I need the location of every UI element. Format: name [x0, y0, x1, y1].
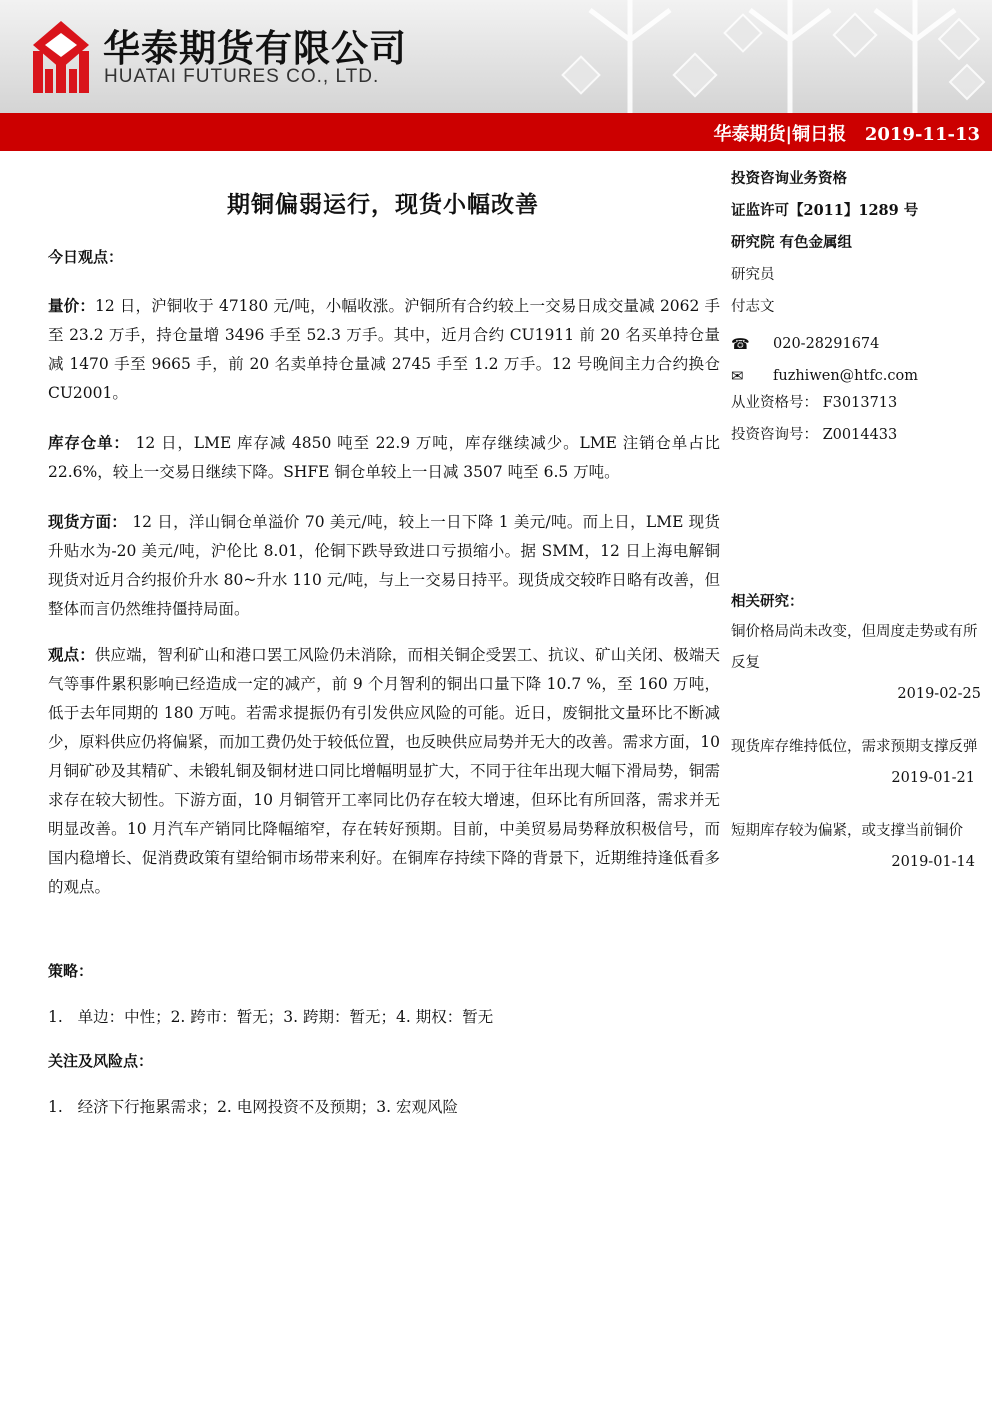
related-title: 现货库存维持低位，需求预期支撑反弹 [731, 739, 978, 755]
phone-number: 020-28291674 [773, 336, 880, 352]
section-view [48, 640, 720, 902]
company-logo-icon [33, 21, 89, 93]
phone-row [731, 328, 983, 360]
section-text: 12 日，LME 库存减 4850 吨至 22.9 万吨，库存继续减少。LME 注销仓单占比 22.6%，较上一交易日继续下降。SHFE 铜仓单较上一日减 3507 吨至 6.5 万吨。 [48, 434, 720, 481]
risk-heading: 关注及风险点： [48, 1052, 154, 1070]
related-item[interactable] [731, 617, 983, 710]
license-number: 证监许可【2011】1289 号 [731, 202, 919, 219]
related-date: 2019-01-21 [891, 770, 975, 786]
section-text: 12 日，洋山铜仓单溢价 70 美元/吨，较上一日下降 1 美元/吨。而上日，LME 现货升贴水为-20 美元/吨，沪伦比 8.01，伦铜下跌导致进口亏损缩小。据 SMM，12 日上海电解铜现货对近月合约报价升水 80~升水 110 元/吨，与上一交易日持平。现货成交较昨日略有改善，但整体而言仍然维持僵持局面。 [48, 513, 720, 618]
section-text: 12 日，沪铜收于 47180 元/吨，小幅收涨。沪铜所有合约较上一交易日成交量减 2062 手至 23.2 万手，持仓量增 3496 手至 52.3 万手。其中，近月合约 CU1911 前 20 名买单持仓量减 1470 手至 9665 手，前 20 名卖单持仓量减 2745 手至 1.2 万手。12 号晚间主力合约换仓 CU2001。 [48, 297, 720, 402]
view-heading: 今日观点： [48, 248, 124, 266]
certification-number: 从业资格号： F3013713 [731, 395, 898, 411]
header-decoration [560, 0, 992, 113]
related-date: 2019-02-25 [897, 686, 981, 702]
report-title: 期铜偏弱运行，现货小幅改善 [227, 191, 539, 218]
related-heading: 相关研究： [731, 593, 804, 610]
page-header [0, 0, 992, 113]
section-label: 库存仓单： [48, 433, 130, 452]
risk-text: 1. 经济下行拖累需求；2. 电网投资不及预期；3. 宏观风险 [48, 1098, 459, 1116]
strategy-heading: 策略： [48, 962, 94, 980]
report-banner [0, 113, 992, 151]
analyst-name: 付志文 [731, 299, 775, 315]
section-inventory [48, 428, 720, 487]
related-title: 铜价格局尚未改变，但周度走势或有所反复 [731, 624, 978, 671]
related-title: 短期库存较为偏紧，或支撑当前铜价 [731, 823, 963, 839]
related-item[interactable] [731, 732, 983, 794]
phone-icon: ☎ [731, 335, 750, 353]
section-price [48, 291, 720, 408]
report-banner-text: 华泰期货|铜日报 2019-11-13 [713, 124, 980, 145]
department: 研究院 有色金属组 [731, 234, 853, 251]
related-item[interactable] [731, 816, 983, 878]
section-label: 量价： [48, 296, 96, 315]
company-name-en: HUATAI FUTURES CO., LTD. [104, 66, 380, 87]
related-date: 2019-01-14 [891, 854, 975, 870]
email-address[interactable]: fuzhiwen@htfc.com [773, 368, 919, 384]
main-content [48, 246, 720, 1122]
section-text: 供应端，智利矿山和港口罢工风险仍未消除，而相关铜企受罢工、抗议、矿山关闭、极端天气等事件累积影响已经造成一定的减产，前 9 个月智利的铜出口量下降 10.7 %，至 160 万吨，低于去年同期的 180 万吨。若需求提振仍有引发供应风险的可能。近日，废铜批文量环比不断减少，原料供应仍将偏紧，而加工费仍处于较低位置，也反映供应局势并无大的改善。需求方面，10 月铜矿砂及其精矿、未锻轧铜及铜材进口同比增幅明显扩大，不同于往年出现大幅下滑局势，铜需求存在较大韧性。下游方面，10 月铜管开工率同比仍存在较大增速，但环比有所回落，需求并无明显改善。10 月汽车产销同比降幅缩窄，存在转好预期。目前，中美贸易局势释放积极信号，而国内稳增长、促消费政策有望给铜市场带来利好。在铜库存持续下降的背景下，近期维持逢低看多的观点。 [48, 646, 720, 896]
analyst-sidebar [731, 168, 983, 878]
analyst-role: 研究员 [731, 267, 775, 283]
email-row [731, 360, 983, 392]
section-label: 现货方面： [48, 512, 128, 531]
qualification: 投资咨询业务资格 [731, 170, 847, 187]
related-research [731, 586, 983, 878]
section-spot [48, 507, 720, 624]
section-label: 观点： [48, 645, 95, 664]
company-name-cn: 华泰期货有限公司 [103, 27, 407, 70]
strategy-text: 1. 单边：中性；2. 跨市：暂无；3. 跨期：暂无；4. 期权：暂无 [48, 1008, 494, 1026]
consulting-number: 投资咨询号： Z0014433 [731, 427, 898, 443]
envelope-icon: ✉ [731, 367, 744, 385]
